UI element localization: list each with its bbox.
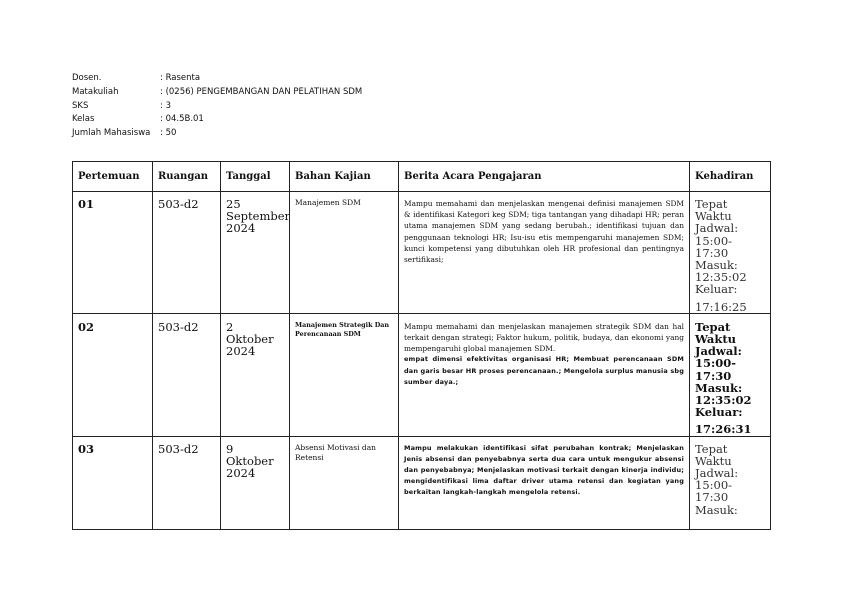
- header-bahan-kajian: Bahan Kajian: [290, 162, 399, 192]
- berita-text: Mampu memahami dan menjelaskan manajemen strategik SDM dan hal terkait dengan strategi; Faktor hukum, politik, budaya, dan ekonomi yang mempengaruhi global manajemen SDM.: [404, 321, 684, 354]
- cell-bahan-kajian: Manajemen Strategik Dan Perencanaan SDM: [290, 313, 399, 436]
- berita-text: Mampu memahami dan menjelaskan mengenai definisi manajemen SDM & identifikasi Kategori keg SDM; tiga tantangan yang dihadapi HR; peran utama manajemen SDM yang sedang berubah.; identifikasi tujuan dan penggunaan teknologi HR; Isu-isu etis mempengaruhi manajemen SDM; kunci kompetensi yang dibutuhkan oleh HR profesional dan pentingnya sertifikasi;: [404, 199, 684, 265]
- kehadiran-masuk: 12:35:02: [695, 270, 747, 285]
- cell-berita-acara: [399, 436, 690, 529]
- cell-ruangan: 503-d2: [153, 192, 221, 314]
- attendance-table: [72, 161, 771, 530]
- cell-bahan-kajian: Manajemen SDM: [290, 192, 399, 314]
- kehadiran-keluar-label: Keluar:: [695, 405, 743, 420]
- berita-text-bold: Mampu melakukan identifikasi sifat perubahan kontrak; Menjelaskan Jenis absensi dan penyebabnya serta dua cara untuk mengukur absensi dan penyebabnya; Menjelaskan motivasi terkait dengan kinerja individu; mengidentifikasi lima daftar driver utama retensi dan kegiatan yang berkaitan langkah-langkah mengelola retensi.: [404, 443, 684, 497]
- kehadiran-jadwal-label: Jadwal:: [695, 221, 739, 236]
- cell-tanggal: 25 September 2024: [221, 192, 290, 314]
- cell-tanggal: 9 Oktober 2024: [221, 436, 290, 529]
- info-kelas: Kelas : 04.5B.01: [72, 114, 204, 125]
- kehadiran-jadwal: 15:00-17:30: [695, 233, 733, 260]
- kehadiran-jadwal-label: Jadwal:: [695, 466, 739, 481]
- cell-kehadiran: [690, 436, 771, 529]
- table-row: [73, 436, 771, 529]
- table-row: [73, 192, 771, 314]
- kehadiran-jadwal: 15:00-17:30: [695, 356, 737, 383]
- cell-kehadiran: [690, 313, 771, 436]
- header-pertemuan: Pertemuan: [73, 162, 153, 192]
- kehadiran-masuk-label: Masuk:: [695, 380, 743, 395]
- info-dosen: Dosen. : Rasenta: [72, 73, 201, 83]
- header-berita-acara: Berita Acara Pengajaran: [399, 162, 690, 192]
- cell-kehadiran: [690, 192, 771, 314]
- cell-tanggal: 2 Oktober 2024: [221, 313, 290, 436]
- info-sks: SKS : 3: [72, 100, 171, 111]
- info-jumlah-mahasiswa: Jumlah Mahasiswa : 50: [72, 128, 177, 139]
- kehadiran-status: Tepat Waktu: [695, 319, 737, 347]
- kehadiran-status: Tepat Waktu: [695, 197, 732, 224]
- berita-text-bold: empat dimensi efektivitas organisasi HR; Membuat perencanaan SDM dan garis besar HR proses perencanaan.; Mengelola surplus manusia sbg sumber daya.;: [404, 355, 684, 386]
- kehadiran-keluar: 17:16:25: [695, 299, 747, 314]
- cell-pertemuan: 01: [73, 192, 153, 314]
- cell-pertemuan: 02: [73, 313, 153, 436]
- kehadiran-jadwal: 15:00-17:30: [695, 478, 733, 505]
- kehadiran-keluar-label: Keluar:: [695, 282, 738, 297]
- cell-berita-acara: [399, 192, 690, 314]
- cell-bahan-kajian: Absensi Motivasi dan Retensi: [290, 436, 399, 529]
- kehadiran-masuk-label: Masuk:: [695, 502, 738, 517]
- table-row: [73, 313, 771, 436]
- cell-ruangan: 503-d2: [153, 313, 221, 436]
- course-info: [72, 72, 362, 141]
- kehadiran-masuk-label: Masuk:: [695, 258, 738, 273]
- header-kehadiran: Kehadiran: [690, 162, 771, 192]
- cell-ruangan: 503-d2: [153, 436, 221, 529]
- kehadiran-keluar: 17:26:31: [695, 422, 752, 437]
- kehadiran-jadwal-label: Jadwal:: [695, 344, 742, 359]
- table-header-row: [73, 162, 771, 192]
- cell-berita-acara: [399, 313, 690, 436]
- kehadiran-masuk: 12:35:02: [695, 393, 752, 408]
- kehadiran-status: Tepat Waktu: [695, 441, 732, 468]
- info-matakuliah: Matakuliah : (0256) PENGEMBANGAN DAN PELATIHAN SDM: [72, 86, 363, 97]
- header-ruangan: Ruangan: [153, 162, 221, 192]
- cell-pertemuan: 03: [73, 436, 153, 529]
- header-tanggal: Tanggal: [221, 162, 290, 192]
